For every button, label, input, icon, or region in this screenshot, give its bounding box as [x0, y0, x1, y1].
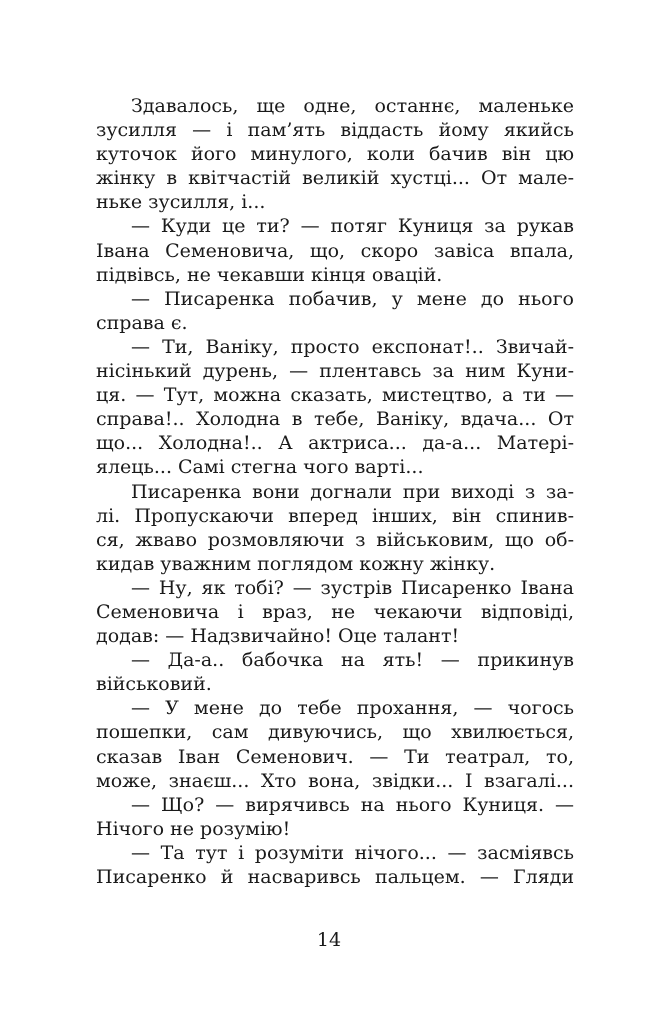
text-line: — Та тут і розуміти нічого... — засміявсь — [131, 841, 574, 864]
text-line: справа є. — [96, 311, 188, 334]
text-line: жінку в квітчастій великій хустці... От мале- — [96, 167, 574, 190]
text-line: ялець... Самі стегна чого варті... — [96, 456, 424, 479]
text-line: — Ну, як тобі? — зустрів Писаренко Івана — [131, 576, 574, 599]
text-line: Семеновича і враз, не чекаючи відповіді, — [96, 600, 574, 623]
text-line: може, знаєш... Хто вона, звідки... І взагалі... — [96, 769, 574, 792]
text-line: сказав Іван Семенович. — Ти театрал, то, — [96, 745, 574, 768]
text-line: військовий. — [96, 673, 212, 696]
text-line: Писаренка вони догнали при виході з за- — [131, 480, 574, 503]
text-line: Здавалось, ще одне, останнє, маленьке — [131, 95, 574, 117]
text-line: куточок його минулого, коли бачив він цю — [96, 143, 574, 166]
text-line: Івана Семеновича, що, скоро завіса впала, — [96, 239, 574, 262]
page-number: 14 — [316, 929, 342, 951]
body-text — [96, 94, 574, 889]
text-line: — Куди це ти? — потяг Куниця за рукав — [131, 215, 574, 238]
text-line: — Що? — вирячивсь на нього Куниця. — — [131, 793, 574, 816]
text-line: пошепки, сам дивуючись, що хвилюється, — [96, 721, 574, 744]
text-line: лі. Пропускаючи вперед інших, він спинив- — [96, 504, 574, 527]
text-line: ньке зусилля, і... — [96, 191, 266, 214]
text-line: нісінький дурень, — плентавсь за ним Куни- — [96, 360, 574, 383]
text-line: — Да-а.. бабочка на ять! — прикинув — [131, 649, 574, 672]
text-line: — У мене до тебе прохання, — чогось — [131, 697, 574, 720]
text-line: Нічого не розумію! — [96, 817, 291, 840]
text-line: зусилля — і пам’ять віддасть йому якийсь — [96, 119, 574, 142]
text-line: кидав уважним поглядом кожну жінку. — [96, 552, 496, 575]
text-line: — Ти, Ваніку, просто експонат!.. Звичай- — [131, 335, 574, 358]
text-line: додав: — Надзвичайно! Оце талант! — [96, 625, 460, 648]
text-line: — Писаренка побачив, у мене до нього — [131, 287, 574, 310]
text-line: ця. — Тут, можна сказать, мистецтво, а ти — — [96, 384, 574, 407]
text-line: підвівсь, не чекавши кінця овацій. — [96, 263, 443, 286]
text-line: що... Холодна!.. А актриса... да-а... Матері- — [96, 432, 574, 455]
text-line: Писаренко й насваривсь пальцем. — Гляди — [96, 866, 574, 888]
text-line: справа!.. Холодна в тебе, Ваніку, вдача... От — [96, 408, 574, 431]
text-line: ся, жваво розмовляючи з військовим, що об- — [96, 528, 574, 551]
